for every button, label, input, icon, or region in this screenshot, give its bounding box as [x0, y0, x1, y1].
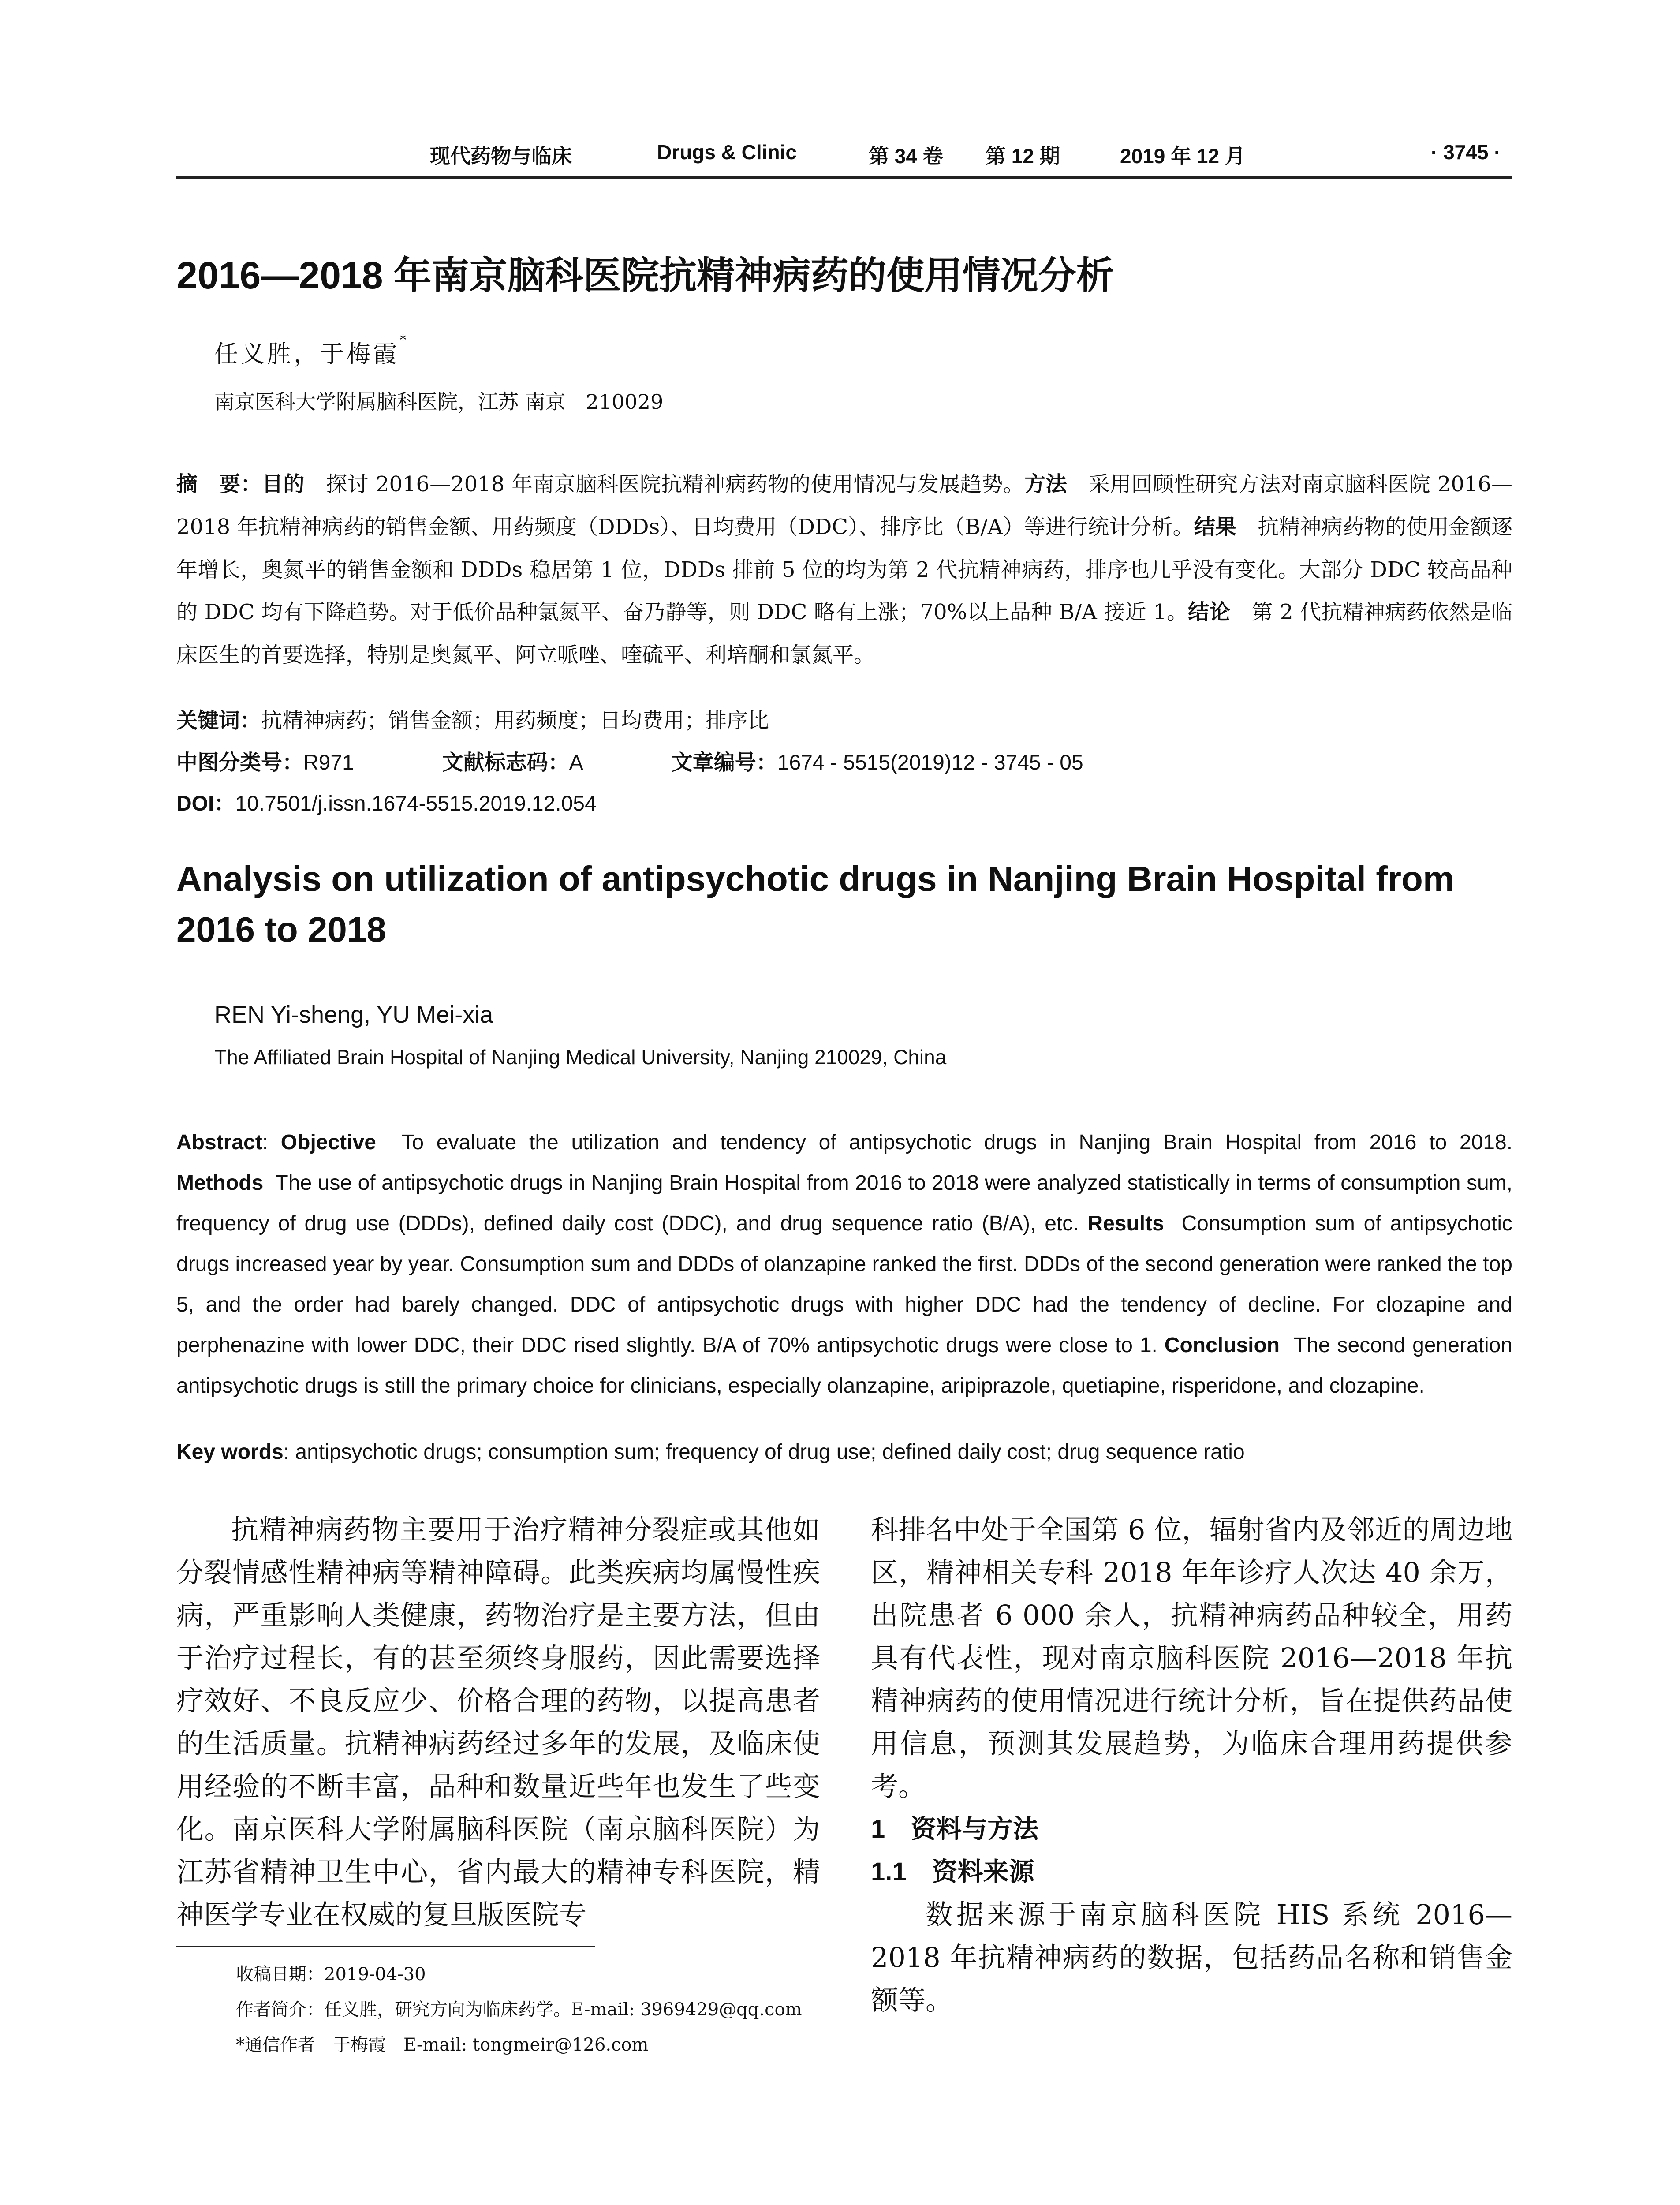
conclusion-en-text: The second generation antipsychotic drugs is still the primary choice for clinicians, especially olanzapine, aripiprazole, quetiapine, risperidone, and clozapine.	[176, 1334, 1513, 1398]
affiliation-zh: 南京医科大学附属脑科医院，江苏 南京 210029	[214, 390, 664, 414]
clc-label: 中图分类号：	[176, 751, 304, 774]
abstract-en: Abstract: Objective To evaluate the utilization and tendency of antipsychotic drugs in Nanjing Brain Hospital from 2016 to 2018. Methods The use of antipsychotic drugs in Nanjing Brain Hospital from 2016 to 2018 were analyzed statistically in terms of consumption sum, frequency of drug use (DDDs), defined daily cost (DDC), and drug sequence ratio (B/A), etc. Results Consumption sum of antipsychotic drugs increased year by year. Consumption sum and DDDs of olanzapine ranked the first. DDDs of the second generation were ranked the top 5, and the order had barely changed. DDC of antipsychotic drugs with higher DDC had the tendency of decline. For clozapine and perphenazine with lower DDC, their DDC rised slightly. B/A of 70% antipsychotic drugs were close to 1. Conclusion The second generation antipsychotic drugs is still the primary choice for clinicians, especially olanzapine, aripiprazole, quetiapine, risperidone, and clozapine.	[176, 1131, 1513, 1398]
keywords-zh-text: 抗精神病药；销售金额；用药频度；日均费用；排序比	[261, 708, 769, 733]
title-en: Analysis on utilization of antipsychotic drugs in Nanjing Brain Hospital from 2016 to 2018	[176, 859, 1455, 949]
abstract-en-label: Abstract	[176, 1131, 262, 1154]
title-zh: 2016—2018 年南京脑科医院抗精神病药的使用情况分析	[176, 254, 1114, 297]
footnote-rule	[176, 1946, 595, 1947]
authors-zh	[214, 332, 409, 369]
doc-code-label: 文献标志码：	[442, 751, 569, 774]
header-journal-en: Drugs & Clinic	[657, 141, 797, 164]
keywords-en: Key words: antipsychotic drugs; consumption sum; frequency of drug use; defined daily cost; drug sequence ratio	[176, 1440, 1245, 1464]
section-heading-1: 1 资料与方法	[871, 1815, 1039, 1843]
abstract-zh-label: 摘 要：	[176, 473, 262, 496]
header-page-number: · 3745 ·	[1431, 141, 1501, 164]
article-number-value: 1674 - 5515(2019)12 - 3745 - 05	[777, 751, 1083, 774]
keywords-en-label: Key words	[176, 1440, 284, 1464]
doi-line	[176, 786, 597, 817]
intro-paragraph: 抗精神病药物主要用于治疗精神分裂症或其他如分裂情感性精神病等精神障碍。此类疾病均属慢性疾病，严重影响人类健康，药物治疗是主要方法，但由于治疗过程长，有的甚至须终身服药，因此需要选择疗效好、不良反应少、价格合理的药物，以提高患者的生活质量。抗精神病药经过多年的发展，及临床使用经验的不断丰富，品种和数量近些年也发生了些变化。南京医科大学附属脑科医院（南京脑科医院）为江苏省精神卫生中心，省内最大的精神专科医院，精神医学专业在权威的复旦版医院专	[176, 1514, 820, 1931]
body-left-column	[176, 1508, 820, 1936]
section-heading-1-1: 1.1 资料来源	[871, 1857, 1034, 1886]
intro-paragraph-continued: 科排名中处于全国第 6 位，辐射省内及邻近的周边地区，精神相关专科 2018 年年诊疗人次达 40 余万，出院患者 6 000 余人，抗精神病药品种较全，用药具有代表性，现对南京脑科医院 2016—2018 年抗精神病药的使用情况进行统计分析，旨在提供药品使用信息，预测其发展趋势，为临床合理用药提供参考。	[871, 1514, 1512, 1802]
doi-value: 10.7501/j.issn.1674-5515.2019.12.054	[235, 792, 597, 815]
keywords-zh	[176, 703, 769, 734]
header-journal-zh: 现代药物与临床	[430, 144, 572, 168]
methods-zh-label: 方法	[1024, 473, 1068, 496]
header-issue: 第 12 期	[986, 145, 1060, 168]
data-source-paragraph: 数据来源于南京脑科医院 HIS 系统 2016—2018 年抗精神病药的数据，包括药品名称和销售金额等。	[871, 1899, 1512, 2016]
footnote-author-intro: 作者简介：任义胜，研究方向为临床药学。E-mail: 3969429@qq.com	[236, 1999, 802, 2020]
body-right-column	[871, 1508, 1512, 2022]
clc-value: R971	[303, 751, 354, 774]
objective-zh-text: 探讨 2016—2018 年南京脑科医院抗精神病药物的使用情况与发展趋势。	[304, 472, 1025, 497]
results-zh-text: 抗精神病药物的使用金额逐年增长，奥氮平的销售金额和 DDDs 稳居第 1 位，DDDs 排前 5 位的均为第 2 代抗精神病药，排序也几乎没有变化。大部分 DDC 较高品种的 DDC 均有下降趋势。对于低价品种氯氮平、奋乃静等，则 DDC 略有上涨；70%以上品种 B/A 接近 1。	[176, 515, 1512, 624]
doi-label: DOI：	[176, 792, 235, 815]
classification-line	[176, 745, 1083, 776]
methods-en-text: The use of antipsychotic drugs in Nanjing Brain Hospital from 2016 to 2018 were analyzed statistically in terms of consumption sum, frequency of drug use (DDDs), defined daily cost (DDC), and drug sequence ratio (B/A), etc.	[176, 1171, 1513, 1235]
authors-zh-names: 任义胜，于梅霞	[214, 340, 399, 368]
header-rule	[176, 176, 1512, 179]
conclusion-zh-text: 第 2 代抗精神病药依然是临床医生的首要选择，特别是奥氮平、阿立哌唑、喹硫平、利培酮和氯氮平。	[176, 600, 1512, 667]
abstract-zh	[176, 463, 1512, 676]
results-zh-label: 结果	[1194, 516, 1237, 539]
conclusion-zh-label: 结论	[1188, 601, 1231, 624]
objective-zh-label: 目的	[261, 473, 305, 496]
results-en-text: Consumption sum of antipsychotic drugs increased year by year. Consumption sum and DDDs of olanzapine ranked the first. DDDs of the second generation were ranked the top 5, and the order had barely changed. DDC of antipsychotic drugs with higher DDC had the tendency of decline. For clozapine and perphenazine with lower DDC, their DDC rised slightly. B/A of 70% antipsychotic drugs were close to 1.	[176, 1212, 1513, 1357]
results-en-label: Results	[1087, 1212, 1164, 1235]
keywords-zh-label: 关键词：	[176, 709, 261, 733]
corresponding-mark: *	[399, 332, 409, 348]
authors-en: REN Yi-sheng, YU Mei-xia	[214, 1002, 493, 1028]
article-number-label: 文章编号：	[671, 751, 777, 774]
objective-en-text: To evaluate the utilization and tendency of antipsychotic drugs in Nanjing Brain Hospital from 2016 to 2018.	[401, 1131, 1513, 1154]
doc-code-value: A	[569, 751, 583, 774]
affiliation-en: The Affiliated Brain Hospital of Nanjing Medical University, Nanjing 210029, China	[214, 1046, 947, 1069]
conclusion-en-label: Conclusion	[1164, 1334, 1280, 1357]
header-volume: 第 34 卷	[869, 145, 943, 168]
footnote-corresponding: *通信作者 于梅霞 E-mail: tongmeir@126.com	[236, 2035, 649, 2055]
methods-zh-text: 采用回顾性研究方法对南京脑科医院 2016—2018 年抗精神病药的销售金额、用药频度（DDDs）、日均费用（DDC）、排序比（B/A）等进行统计分析。	[176, 472, 1512, 539]
footnote-received: 收稿日期：2019-04-30	[236, 1964, 426, 1984]
keywords-en-text: antipsychotic drugs; consumption sum; frequency of drug use; defined daily cost; drug sequence ratio	[295, 1440, 1245, 1464]
methods-en-label: Methods	[176, 1171, 264, 1195]
header-date: 2019 年 12 月	[1120, 145, 1245, 168]
objective-en-label: Objective	[280, 1131, 376, 1154]
